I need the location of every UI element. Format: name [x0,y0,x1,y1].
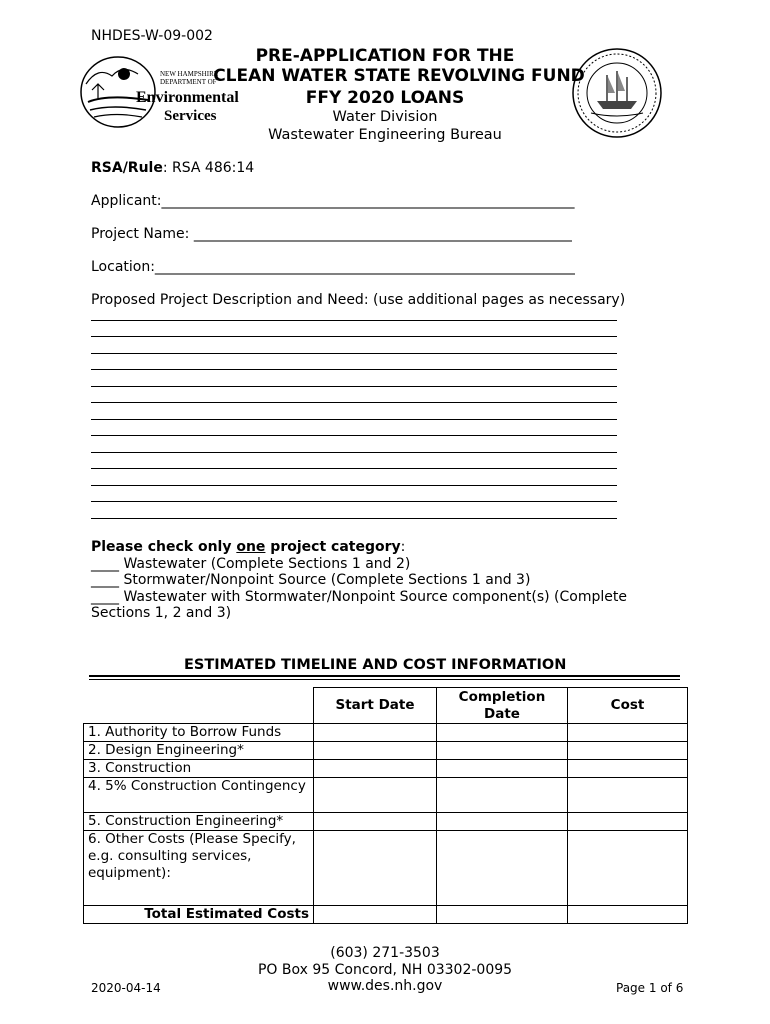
row-label: 5. Construction Engineering* [84,813,314,831]
description-line[interactable] [91,369,617,370]
logo-line-3: Environmental [136,89,239,106]
description-line[interactable] [91,435,617,436]
row-label: 6. Other Costs (Please Specify, e.g. consulting services, equipment): [84,831,314,906]
col-start-date: Start Date [314,688,437,724]
description-label: Proposed Project Description and Need: (use additional pages as necessary) [91,292,626,308]
category-heading-post: project category [265,539,401,555]
form-title-line-2: CLEAN WATER STATE REVOLVING FUND [213,66,585,86]
timeline-cost-table [83,687,688,924]
table-cell[interactable] [437,778,568,813]
table-cell[interactable] [568,906,688,924]
category-option-stormwater[interactable]: ____ Stormwater/Nonpoint Source (Complete Sections 1 and 3) [91,572,531,588]
table-cell[interactable] [314,742,437,760]
footer-website[interactable]: www.des.nh.gov [327,978,443,994]
row-label: 1. Authority to Borrow Funds [84,724,314,742]
logo-line-1: NEW HAMPSHIRE [160,70,219,78]
table-corner [84,688,314,724]
table-cell[interactable] [437,760,568,778]
table-cell[interactable] [437,906,568,924]
table-cell[interactable] [568,760,688,778]
divider [89,675,680,677]
col-cost: Cost [568,688,688,724]
table-cell[interactable] [437,724,568,742]
category-heading-pre: Please check only [91,539,237,555]
table-cell[interactable] [314,831,437,906]
description-line[interactable] [91,320,617,321]
form-title-line-2-clip [213,66,585,88]
rsa-rule-value: : RSA 486:14 [162,160,255,176]
table-cell[interactable] [568,831,688,906]
table-cell[interactable] [568,778,688,813]
table-cell[interactable] [568,742,688,760]
category-option-combined[interactable]: ____ Wastewater with Stormwater/Nonpoint Source component(s) (Complete [91,589,627,605]
description-line[interactable] [91,402,617,403]
category-heading-colon: : [400,539,406,555]
row-label: 2. Design Engineering* [84,742,314,760]
rsa-rule [91,160,254,176]
table-cell[interactable] [437,742,568,760]
table-cell[interactable] [314,760,437,778]
form-title-line-1: PRE-APPLICATION FOR THE [255,46,515,66]
description-line[interactable] [91,419,617,420]
description-line[interactable] [91,336,617,337]
page-number: Page 1 of 6 [616,981,684,995]
description-line[interactable] [91,468,617,469]
form-id: NHDES-W-09-002 [91,28,213,44]
row-label: 4. 5% Construction Contingency [84,778,314,813]
bureau-name: Wastewater Engineering Bureau [268,127,502,143]
col-completion-date: Completion Date [437,688,568,724]
table-cell[interactable] [568,813,688,831]
logo-line-2: DEPARTMENT OF [160,78,217,86]
timeline-title: ESTIMATED TIMELINE AND COST INFORMATION [184,657,567,673]
description-line[interactable] [91,518,617,519]
table-cell[interactable] [437,831,568,906]
table-cell[interactable] [314,724,437,742]
footer-address: PO Box 95 Concord, NH 03302-0095 [257,962,513,978]
row-label: 3. Construction [84,760,314,778]
project-name-field[interactable]: Project Name: ______________________________________________________ [91,226,572,242]
table-cell[interactable] [568,724,688,742]
form-title-line-3: FFY 2020 LOANS [305,88,465,108]
table-cell[interactable] [437,813,568,831]
footer-phone: (603) 271-3503 [330,945,440,961]
category-option-wastewater[interactable]: ____ Wastewater (Complete Sections 1 and 2) [91,556,411,572]
applicant-field[interactable]: Applicant:___________________________________________________________ [91,193,575,209]
footer-date: 2020-04-14 [91,981,161,995]
divider [89,679,680,680]
table-cell[interactable] [314,906,437,924]
description-line[interactable] [91,485,617,486]
description-line[interactable] [91,386,617,387]
rsa-rule-label: RSA/Rule [91,160,163,176]
division-name: Water Division [332,109,438,125]
total-label: Total Estimated Costs [84,906,314,924]
description-line[interactable] [91,452,617,453]
description-line[interactable] [91,353,617,354]
table-cell[interactable] [314,813,437,831]
logo-line-4: Services [164,108,217,124]
category-heading [91,539,405,555]
location-field[interactable]: Location:____________________________________________________________ [91,259,575,275]
table-cell[interactable] [314,778,437,813]
description-line[interactable] [91,501,617,502]
category-heading-em: one [236,539,266,555]
category-option-combined-cont: Sections 1, 2 and 3) [91,605,232,621]
